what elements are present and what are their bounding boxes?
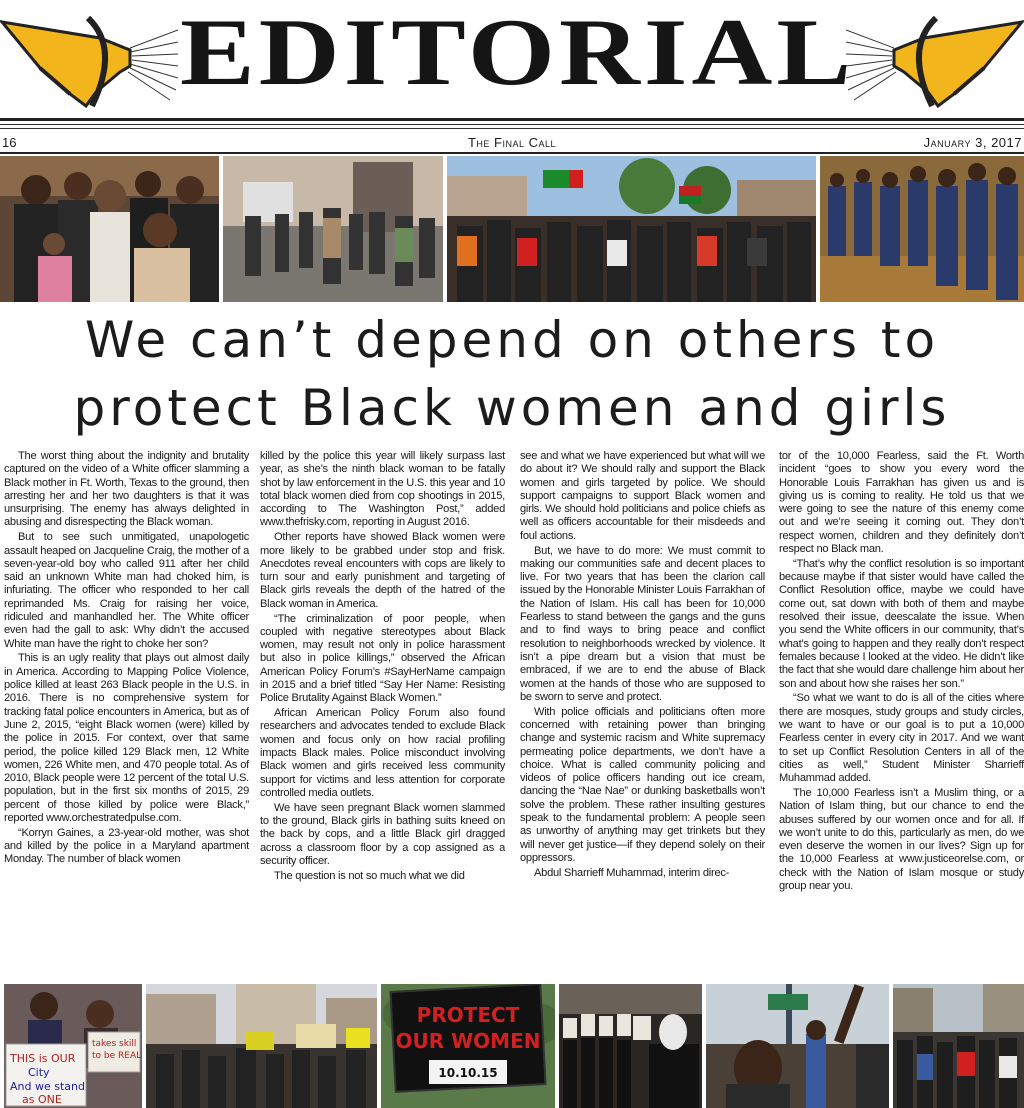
paragraph: But to see such unmitigated, unapologetic assault heaped on Jacqueline Craig, the mother of a seven-year-old boy who called 911 after her child said an unknown White man had choked him, is infuriating. The officer who responded to her call reprimanded Ms. Craig for raising her voice, ridiculed and manhandled her. The White officer even had the gall to ask: Why didn’t the accused White man have the right to choke her son?: [4, 531, 249, 650]
page-number: 16: [2, 135, 17, 150]
sign-text: THIS is OUR: [10, 1052, 76, 1065]
article-column-4: [779, 450, 1024, 978]
paragraph: With police officials and politicians often more concerned with retaining power than bringing change and systemic racism and White supremacy permeating police departments, we don’t have a choice. What is called community policing and videos of police officers handing out ice cream, dancing the “Nae Nae” or dunking basketballs won’t solve the problem. These rather insulting gestures speak to the fundamental problem: A people seen as unworthy of anything may get trinkets but they will never get justice—if they depend solely on their oppressors.: [520, 705, 765, 864]
paragraph: Abdul Sharrieff Muhammad, interim direc-: [534, 866, 730, 879]
svg-text:City: City: [28, 1066, 50, 1079]
photo-protest-signs: [4, 984, 142, 1108]
paragraph: Other reports have showed Black women were more likely to be grabbed under stop and frisk. Anecdotes reveal encounters with cops are likely to turn sour and early punishment and targeting of Black girls reveals the depth of the hatred of the Black woman in America.: [260, 531, 505, 610]
paragraph: African American Policy Forum also found researchers and advocates tended to exclude Black women and focus only on how racial profiling impacts Black males. Police misconduct involving Black women and girls received less community support for victims and less attention for corporate controlled media outlets.: [260, 707, 505, 799]
paragraph: “Korryn Gaines, a 23-year-old mother, was shot and killed by the police in a Maryland apartment Monday. The number of black women: [4, 826, 249, 866]
svg-text:to be REAL: to be REAL: [92, 1051, 142, 1061]
headline-line-2: protect Black women and girls: [73, 379, 951, 437]
paragraph: We have seen pregnant Black women slammed to the ground, Black girls in bathing suits kneed on the back by cops, and a little Black girl dragged across a classroom floor by a cop assigned as a security officer.: [260, 801, 505, 867]
svg-text:And we stand: And we stand: [10, 1080, 85, 1093]
folio-rule: [0, 152, 1024, 154]
sign-protect: PROTECT: [416, 1003, 520, 1027]
photo-family-group: [0, 156, 219, 302]
masthead-title: EDITORIAL: [180, 0, 856, 106]
photo-rally-crowd: [447, 156, 816, 302]
masthead-rule-top: [0, 118, 1024, 121]
masthead-rule-mid: [0, 124, 1024, 125]
photo-raised-fists: [706, 984, 889, 1108]
paragraph: This is an ugly reality that plays out almost daily in America. According to Mapping Police Violence, police killed at least 263 Black people in the U.S. in 2016. There is no comprehensive system for tracking fatal police encounters in America, but as of June 2, 2015, “eight Black women (were) killed by the police in 2015. For context, over that same period, the police killed 129 Black men, 12 White women, 226 White men, and 470 people total. As of 2010, Black people were 12 percent of the total U.S. population, but in the first six months of 2015, 29 percent of those killed by police were Black,” reported www.orchestratedpulse.com.: [4, 652, 249, 825]
publication-name: The Final Call: [467, 135, 557, 150]
paragraph: But, we have to do more: We must commit to making our communities safe and decent places to live. For two years that has been the clarion call issued by the Honorable Minister Louis Farrakhan of the Nation of Islam. His call has been for 10,000 Fearless to stand between the gangs and the guns and to find ways to bring peace and conflict resolution to neighborhoods wrecked by violence. It isn’t a pipe dream but a vision that must be embraced, if we are to end the abuse of Black women at the hands of those who are supposed to be sworn to serve and protect.: [520, 544, 765, 703]
photo-protect-our-women-sign: [381, 984, 555, 1108]
paragraph: “So what we want to do is all of the cities where there are mosques, study groups and study circles, we want to have or our goal is to put a 10,000 Fearless center in every city in 2017. And we want to set up Conflict Resolution Centers in all of the cities as well,” Student Minister Sharrieff Muhammad added.: [779, 692, 1024, 785]
paragraph: killed by the police this year will likely surpass last year, as she’s the ninth black woman to be fatally shot by law enforcement in the U.S. this year and 10 total black women died from cop shootings in 2015, according to The Washington Post,” added www.thefrisky.com, reporting in August 2016.: [260, 450, 505, 529]
photo-city-protest: [146, 984, 377, 1108]
article-column-2: [260, 450, 505, 978]
headline-line-1: We can’t depend on others to: [84, 311, 940, 369]
paragraph: The worst thing about the indignity and brutality captured on the video of a White officer slamming a Black mother in Ft. Worth, Texas to the ground, then arresting her and her two daughters is that it was unsurprising. The enemy has always delighted in abusing and disrespecting the Black woman.: [4, 450, 249, 529]
paragraph: tor of the 10,000 Fearless, said the Ft. Worth incident “goes to show you every word the Honorable Louis Farrakhan has given us and is giving us is coming to reality. He told us that we were going to see the nature of this enemy come out and we’re seeing it coming out. They don’t respect women, children and they definitely don’t respect no Black man.: [779, 450, 1024, 556]
photo-masked-protesters: [559, 984, 702, 1108]
svg-text:as ONE: as ONE: [22, 1093, 62, 1106]
paragraph: “The criminalization of poor people, when coupled with negative stereotypes about Black women, may result not only in police harassment but also in police killings,” observed the African American Policy Forum’s #SayHerName campaign in 2015 and a brief titled “Say Her Name: Resisting Police Brutality Against Black Women.”: [260, 612, 505, 705]
photo-street-march: [223, 156, 443, 302]
masthead: [0, 0, 1024, 132]
masthead-rule-bottom: [0, 128, 1024, 129]
paragraph: The question is not so much what we did: [274, 869, 465, 882]
trumpet-right-icon: [846, 8, 1024, 108]
article-column-1: [4, 450, 249, 978]
headline: [0, 306, 1024, 446]
trumpet-left-icon: [0, 8, 178, 108]
sign-our-women: OUR WOMEN: [395, 1029, 541, 1053]
article-column-3: [520, 450, 765, 978]
folio-line: [0, 135, 1024, 151]
photo-crowd-gathering: [893, 984, 1024, 1108]
photo-suited-men-march: [820, 156, 1024, 302]
paragraph: The 10,000 Fearless isn’t a Muslim thing, or a Nation of Islam thing, but our chance to end the abuses suffered by our women once and for all. If we won’t unite to do this, particularly as men, do we even deserve the women in our lives? Sign up for the 10,000 Fearless at www.justiceorelse.com, or check with the Nation of Islam mosque or study group near you.: [779, 786, 1024, 892]
svg-text:takes skill: takes skill: [92, 1039, 137, 1049]
paragraph: “That’s why the conflict resolution is so important because maybe if that sister would have called the Conflict Resolution office, maybe we could have come out, sat down with both of them and maybe resolved their issue, deescalate the issue. When you send the White officers in our community, that’s what’s going to happen and they really don’t respect females because I looked at the video. He didn’t like the fact that she would dare challenge him about her son and about how she raises her son.”: [779, 557, 1024, 690]
paragraph: see and what we have experienced but what will we do about it? We should rally and support the Black women and girls targeted by police. We should support campaigns to support Black women and girls. We should hold politicians and police chiefs as well as officers accountable for their misdeeds and foul actions.: [520, 450, 765, 542]
svg-text:10.10.15: 10.10.15: [438, 1066, 498, 1080]
issue-date: January 3, 2017: [923, 135, 1022, 150]
